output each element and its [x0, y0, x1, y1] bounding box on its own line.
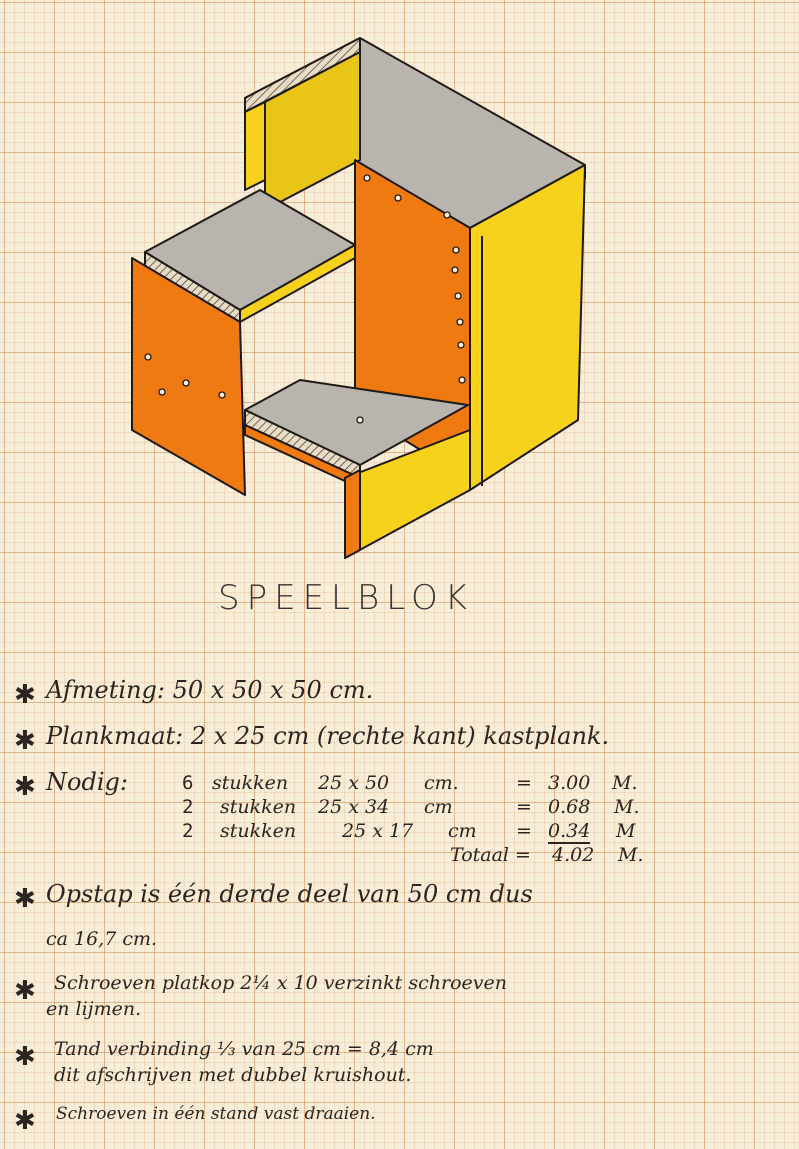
note-schroeven-1: Schroeven platkop 2¼ x 10 verzinkt schroeven	[54, 972, 507, 994]
row-3-unit: stukken	[220, 820, 297, 842]
row-3-val: 0.34	[548, 820, 591, 842]
asterisk-icon: ✱	[14, 884, 36, 914]
note-schroeven-2: en lijmen.	[46, 998, 142, 1020]
row-1-m: M.	[612, 772, 638, 794]
asterisk-icon: ✱	[14, 726, 36, 756]
note-schroeven-stand: Schroeven in één stand vast draaien.	[56, 1104, 376, 1124]
note-afmeting: Afmeting: 50 x 50 x 50 cm.	[46, 676, 374, 704]
note-nodig-label: Nodig:	[46, 768, 128, 796]
row-1-unit: stukken	[212, 772, 289, 794]
row-2-size: 25 x 34	[318, 796, 390, 818]
row-2-cm: cm	[424, 796, 453, 818]
note-opstap-1: Opstap is één derde deel van 50 cm dus	[46, 880, 533, 908]
row-3-cm: cm	[448, 820, 477, 842]
row-2-unit: stukken	[220, 796, 297, 818]
note-opstap-2: ca 16,7 cm.	[46, 928, 158, 950]
row-3-m: M	[616, 820, 636, 842]
row-2-m: M.	[614, 796, 640, 818]
front-orange-bottom	[345, 470, 360, 558]
asterisk-icon: ✱	[14, 976, 36, 1006]
row-1-cm: cm.	[424, 772, 459, 794]
row-1-eq: =	[516, 772, 532, 794]
asterisk-icon: ✱	[14, 772, 36, 802]
asterisk-icon: ✱	[14, 680, 36, 710]
row-2-eq: =	[516, 796, 532, 818]
note-tand-2: dit afschrijven met dubbel kruishout.	[54, 1064, 412, 1086]
totaal-value: 4.02	[552, 844, 595, 866]
asterisk-icon: ✱	[14, 1042, 36, 1072]
row-1-qty: 6	[182, 772, 194, 794]
row-1-val: 3.00	[548, 772, 591, 794]
row-3-eq: =	[516, 820, 532, 842]
row-3-qty: 2	[182, 820, 194, 842]
back-yellow-panel	[245, 102, 265, 190]
row-1-size: 25 x 50	[318, 772, 390, 794]
totaal-unit: M.	[618, 844, 644, 866]
row-2-val: 0.68	[548, 796, 591, 818]
page-title: SPEELBLOK	[218, 578, 475, 618]
asterisk-icon: ✱	[14, 1106, 36, 1136]
row-3-size: 25 x 17	[342, 820, 414, 842]
note-tand-1: Tand verbinding ⅓ van 25 cm = 8,4 cm	[54, 1038, 434, 1060]
row-2-qty: 2	[182, 796, 194, 818]
totaal-label: Totaal =	[450, 844, 531, 866]
note-plankmaat: Plankmaat: 2 x 25 cm (rechte kant) kastplank.	[46, 722, 610, 750]
